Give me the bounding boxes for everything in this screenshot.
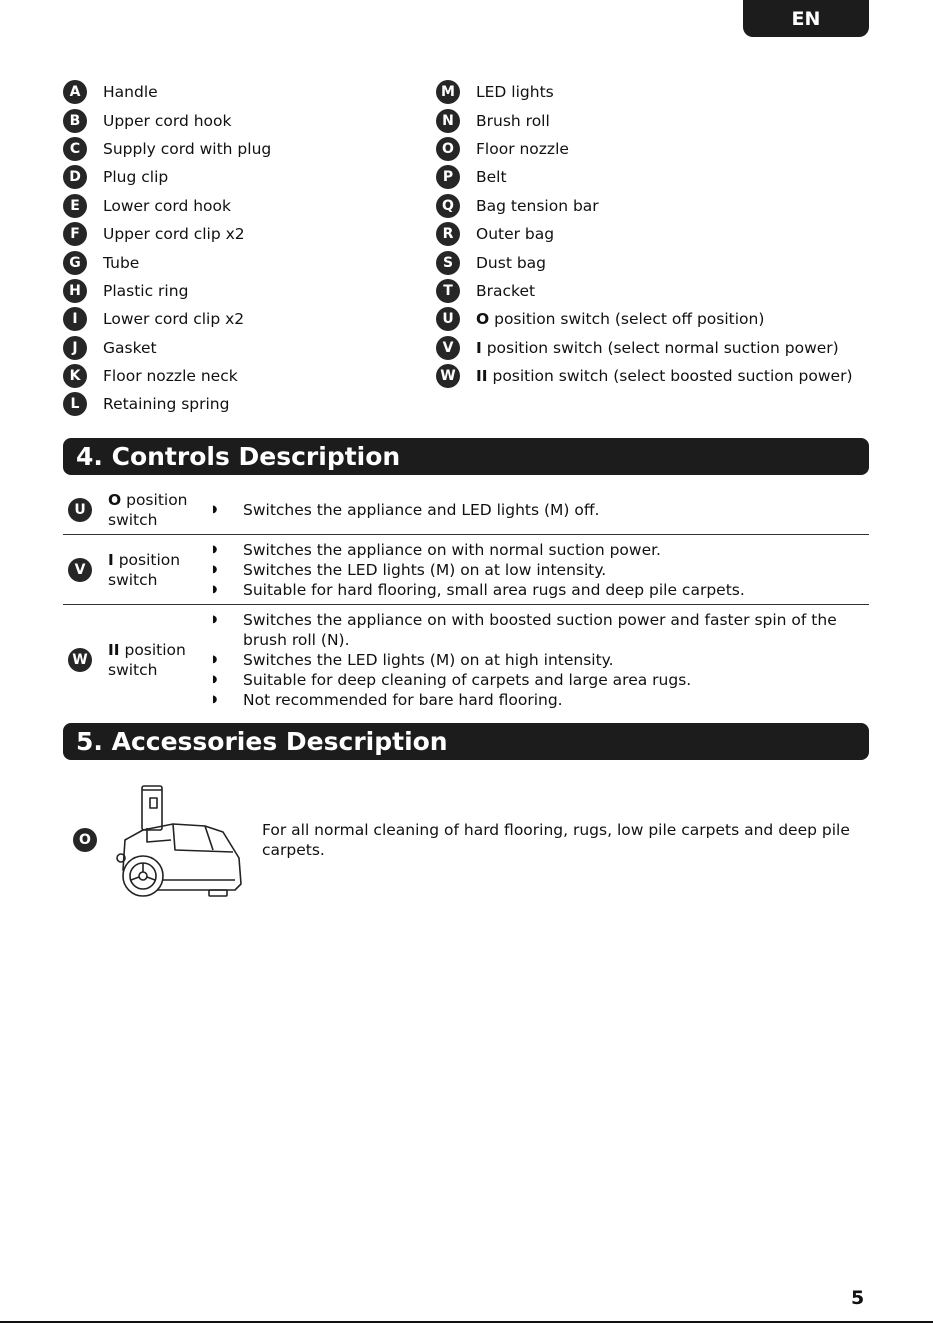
part-label: Upper cord clip x2 xyxy=(103,225,245,244)
part-letter-badge: C xyxy=(63,137,87,161)
part-label: Retaining spring xyxy=(103,395,230,414)
part-letter-badge: I xyxy=(63,307,87,331)
bullet-item: ◗ Switches the LED lights (M) on at low intensity. xyxy=(212,560,607,579)
part-item xyxy=(436,277,853,305)
switch-symbol: I xyxy=(476,338,482,357)
part-letter-badge: H xyxy=(63,279,87,303)
bullet-item: ◗ Suitable for hard flooring, small area rugs and deep pile carpets. xyxy=(212,580,745,599)
part-item xyxy=(436,106,853,134)
part-item xyxy=(436,135,853,163)
part-label-text: position switch (select boosted suction power) xyxy=(487,367,853,386)
bullet-item: ◗ Switches the appliance on with normal suction power. xyxy=(212,540,661,559)
control-bullets xyxy=(212,540,869,600)
part-label: Lower cord hook xyxy=(103,196,231,215)
bullet-item: ◗ Not recommended for bare hard flooring. xyxy=(212,691,563,709)
part-item xyxy=(63,163,271,191)
controls-row xyxy=(63,535,869,605)
parts-list-left xyxy=(63,78,271,419)
controls-table xyxy=(63,485,869,715)
control-name: II position switch xyxy=(108,641,186,679)
controls-row xyxy=(63,605,869,715)
part-item xyxy=(63,277,271,305)
part-label: LED lights xyxy=(476,83,554,102)
part-letter-badge: F xyxy=(63,222,87,246)
part-item xyxy=(63,192,271,220)
accessory-letter-badge: O xyxy=(73,828,97,852)
part-label: Plug clip xyxy=(103,168,169,187)
part-letter-badge: D xyxy=(63,165,87,189)
part-label: Brush roll xyxy=(476,111,550,130)
part-label: Dust bag xyxy=(476,253,547,272)
page-number: 5 xyxy=(851,1287,865,1309)
part-letter-badge: V xyxy=(436,336,460,360)
part-item xyxy=(63,78,271,106)
part-label: Floor nozzle neck xyxy=(103,367,238,386)
switch-symbol: I xyxy=(108,550,114,569)
bullet-item: ◗ Switches the appliance and LED lights (M) off. xyxy=(212,500,600,519)
bullet-item: ◗ Switches the appliance on with boosted suction power and faster spin of the brush roll (N). xyxy=(212,611,837,649)
control-name: I position switch xyxy=(108,550,181,589)
part-letter-badge: Q xyxy=(436,194,460,218)
accessory-description: For all normal cleaning of hard flooring, rugs, low pile carpets and deep pile carpets. xyxy=(262,821,850,859)
bullet-icon: ◗ xyxy=(212,503,218,515)
part-letter-badge: B xyxy=(63,109,87,133)
control-bullets xyxy=(212,500,869,520)
part-label xyxy=(476,310,764,328)
accessory-item xyxy=(63,780,869,900)
part-item xyxy=(436,220,853,248)
language-tab: EN xyxy=(743,0,869,37)
part-label: Lower cord clip x2 xyxy=(103,310,245,329)
part-letter-badge: M xyxy=(436,80,460,104)
part-label: Floor nozzle xyxy=(476,139,569,158)
part-item xyxy=(436,78,853,106)
bullet-icon: ◗ xyxy=(212,614,218,625)
part-item xyxy=(63,362,271,390)
control-bullets xyxy=(212,610,869,710)
part-letter-badge: J xyxy=(63,336,87,360)
control-name: O position switch xyxy=(108,490,188,529)
bottom-rule xyxy=(0,1321,933,1323)
part-item xyxy=(436,362,853,390)
part-label: Plastic ring xyxy=(103,281,189,300)
part-label: Handle xyxy=(103,83,158,102)
part-label-text: position switch (select off position) xyxy=(489,310,765,329)
accessories-section-heading: 5. Accessories Description xyxy=(63,723,869,760)
part-item xyxy=(63,305,271,333)
controls-row xyxy=(63,485,869,535)
part-label: Outer bag xyxy=(476,225,555,244)
part-item xyxy=(436,163,853,191)
part-label-text: position switch (select normal suction power) xyxy=(481,338,839,357)
part-letter-badge: R xyxy=(436,222,460,246)
part-item xyxy=(436,305,853,333)
part-letter-badge: E xyxy=(63,194,87,218)
part-letter-badge: U xyxy=(436,307,460,331)
floor-nozzle-illustration xyxy=(113,780,243,900)
bullet-item: ◗ Suitable for deep cleaning of carpets and large area rugs. xyxy=(212,671,692,689)
part-label: Tube xyxy=(103,253,140,272)
part-letter-badge: A xyxy=(63,80,87,104)
part-letter-badge: W xyxy=(436,364,460,388)
part-item xyxy=(63,135,271,163)
part-label: Belt xyxy=(476,168,507,187)
part-item xyxy=(63,334,271,362)
control-letter-badge: V xyxy=(68,558,92,582)
part-label: Supply cord with plug xyxy=(103,139,272,158)
part-item xyxy=(436,334,853,362)
part-item xyxy=(63,390,271,418)
part-label xyxy=(476,367,853,385)
controls-section-heading: 4. Controls Description xyxy=(63,438,869,475)
part-label: Upper cord hook xyxy=(103,111,232,130)
part-letter-badge: S xyxy=(436,251,460,275)
switch-symbol: O xyxy=(108,490,122,509)
part-label: Gasket xyxy=(103,338,157,357)
control-letter-badge: W xyxy=(68,648,92,672)
switch-symbol: II xyxy=(108,641,120,659)
parts-list-right xyxy=(436,78,853,390)
part-letter-badge: T xyxy=(436,279,460,303)
bullet-icon: ◗ xyxy=(212,563,218,575)
part-label: Bracket xyxy=(476,281,536,300)
control-letter-badge: U xyxy=(68,498,92,522)
bullet-icon: ◗ xyxy=(212,674,218,685)
part-item xyxy=(63,106,271,134)
part-item xyxy=(436,248,853,276)
bullet-icon: ◗ xyxy=(212,543,218,555)
bullet-icon: ◗ xyxy=(212,654,218,665)
part-letter-badge: G xyxy=(63,251,87,275)
switch-symbol: II xyxy=(476,367,488,386)
part-item xyxy=(63,220,271,248)
part-letter-badge: N xyxy=(436,109,460,133)
part-label: Bag tension bar xyxy=(476,196,599,215)
bullet-item: ◗ Switches the LED lights (M) on at high intensity. xyxy=(212,651,614,669)
part-item xyxy=(63,248,271,276)
bullet-icon: ◗ xyxy=(212,694,218,705)
bullet-icon: ◗ xyxy=(212,583,218,595)
part-label xyxy=(476,339,839,357)
part-letter-badge: O xyxy=(436,137,460,161)
part-letter-badge: K xyxy=(63,364,87,388)
part-item xyxy=(436,192,853,220)
part-letter-badge: P xyxy=(436,165,460,189)
part-letter-badge: L xyxy=(63,392,87,416)
switch-symbol: O xyxy=(476,310,490,329)
